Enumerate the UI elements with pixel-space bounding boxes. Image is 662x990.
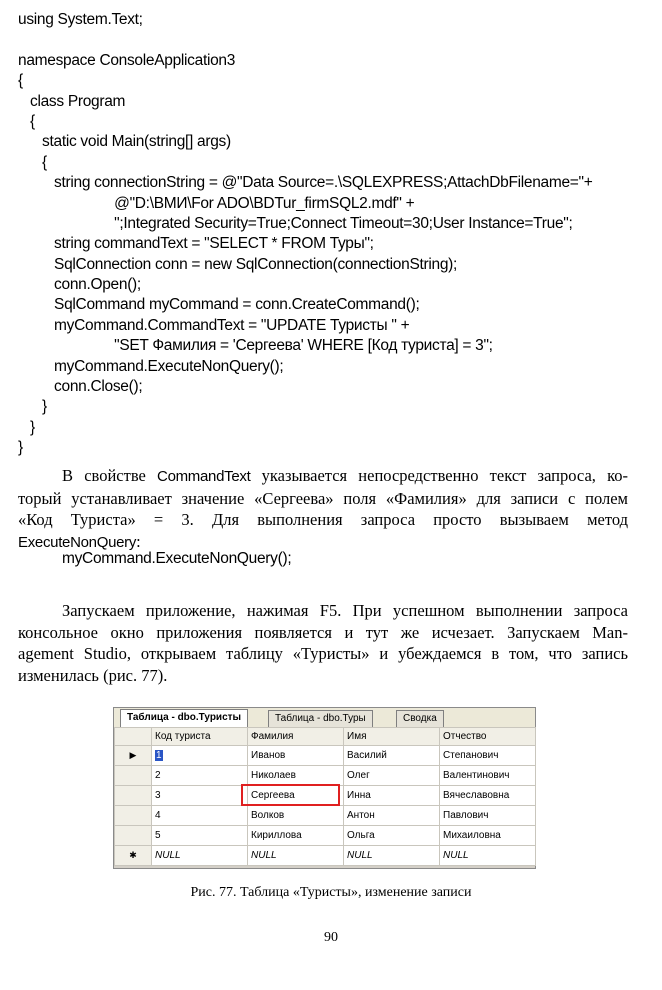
new-row-indicator[interactable]: ✱ xyxy=(115,846,152,866)
table-row[interactable] xyxy=(115,826,536,846)
code-line: { xyxy=(18,112,35,130)
code-listing xyxy=(18,10,648,459)
code-line: SqlCommand myCommand = conn.CreateCommand(); xyxy=(18,296,420,314)
highlight-frame xyxy=(241,784,340,806)
code-line: ";Integrated Security=True;Connect Timeout=30;User Instance=True"; xyxy=(18,214,573,232)
grid-cell[interactable] xyxy=(152,746,248,766)
row-selector-header xyxy=(115,728,152,746)
grid-cell[interactable]: 3 xyxy=(152,786,248,806)
paragraph-line: консольное окно приложения появляется и тут же исчезает. Запускаем Man- xyxy=(18,622,628,642)
code-line: { xyxy=(18,72,23,90)
grid-cell[interactable]: Инна xyxy=(344,786,440,806)
grid-cell[interactable]: Иванов xyxy=(248,746,344,766)
code-line: } xyxy=(18,439,23,457)
row-selector[interactable] xyxy=(115,826,152,846)
code-line: static void Main(string[] args) xyxy=(18,133,231,151)
row-selector[interactable] xyxy=(115,786,152,806)
code-line: string connectionString = @"Data Source=.\SQLEXPRESS;AttachDbFilename="+ xyxy=(18,174,593,192)
code-line: } xyxy=(18,398,47,416)
grid-cell[interactable]: Олег xyxy=(344,766,440,786)
code-line: @"D:\ВМИ\For ADO\BDTur_firmSQL2.mdf" + xyxy=(18,194,415,212)
current-row-indicator[interactable]: ▶ xyxy=(115,746,152,766)
grid-cell[interactable]: 2 xyxy=(152,766,248,786)
tab-tury[interactable]: Таблица - dbo.Туры xyxy=(268,710,373,727)
column-header[interactable]: Фамилия xyxy=(248,728,344,746)
grid-cell[interactable]: Вячеславовна xyxy=(440,786,536,806)
code-line xyxy=(18,30,648,50)
grid-cell[interactable]: NULL xyxy=(440,846,536,866)
code-line: conn.Open(); xyxy=(18,276,141,294)
paragraph-line: торый устанавливает значение «Сергеева» поля «Фамилия» для записи с полем xyxy=(18,488,628,508)
grid-cell[interactable]: Кириллова xyxy=(248,826,344,846)
row-selector[interactable] xyxy=(115,766,152,786)
grid-cell[interactable]: 4 xyxy=(152,806,248,826)
grid-cell[interactable]: NULL xyxy=(248,846,344,866)
inline-code: CommandText xyxy=(157,468,251,485)
code-call-line: myCommand.ExecuteNonQuery(); xyxy=(62,550,292,567)
code-line: "SET Фамилия = 'Сергеева' WHERE [Код туриста] = 3"; xyxy=(18,337,493,355)
text-fragment: указывается непосредственно текст запроса, ко- xyxy=(250,466,629,485)
inline-code: ExecuteNonQuery xyxy=(18,533,137,551)
code-line: using System.Text; xyxy=(18,11,143,28)
grid-cell[interactable]: Антон xyxy=(344,806,440,826)
paragraph-commandtext xyxy=(18,465,628,553)
grid-cell[interactable]: Сергеева xyxy=(248,786,344,806)
selected-cell-value: 1 xyxy=(156,750,162,761)
text-fragment: В свойстве xyxy=(62,466,158,485)
code-line: namespace ConsoleApplication3 xyxy=(18,51,236,69)
row-selector[interactable] xyxy=(115,806,152,826)
table-row[interactable] xyxy=(115,746,536,766)
grid-header-row xyxy=(115,728,536,746)
column-header[interactable]: Отчество xyxy=(440,728,536,746)
tab-turisty[interactable]: Таблица - dbo.Туристы xyxy=(120,709,248,728)
paragraph-line: agement Studio, открываем таблицу «Туристы» и убеждаемся в том, что запись xyxy=(18,644,628,663)
code-line: myCommand.ExecuteNonQuery(); xyxy=(18,357,284,375)
code-line: class Program xyxy=(18,92,126,110)
paragraph-line: Запускаем приложение, нажимая F5. При успешном выполнении запроса xyxy=(62,601,628,620)
text-fragment: : xyxy=(136,531,141,551)
grid-cell[interactable]: NULL xyxy=(344,846,440,866)
table-row[interactable] xyxy=(115,766,536,786)
code-line: myCommand.CommandText = "UPDATE Туристы " + xyxy=(18,316,410,334)
code-line: conn.Close(); xyxy=(18,378,143,396)
paragraph-line xyxy=(18,465,628,488)
table-row[interactable] xyxy=(115,806,536,826)
grid-cell[interactable]: Ольга xyxy=(344,826,440,846)
tab-svodka[interactable]: Сводка xyxy=(396,710,444,727)
column-header[interactable]: Имя xyxy=(344,728,440,746)
grid-cell[interactable]: Михаиловна xyxy=(440,826,536,846)
code-line: { xyxy=(18,153,47,171)
paragraph-line: изменилась (рис. 77). xyxy=(18,665,168,685)
column-header[interactable]: Код туриста xyxy=(152,728,248,746)
grid-cell[interactable]: Степанович xyxy=(440,746,536,766)
grid-cell[interactable]: Валентинович xyxy=(440,766,536,786)
table-row[interactable] xyxy=(115,846,536,866)
figure-caption: Рис. 77. Таблица «Туристы», изменение записи xyxy=(190,885,472,900)
page-number: 90 xyxy=(324,930,338,945)
grid-cell[interactable]: Волков xyxy=(248,806,344,826)
code-line: } xyxy=(18,418,35,436)
grid-cell[interactable]: Василий xyxy=(344,746,440,766)
paragraph-line: «Код Туриста» = 3. Для выполнения запроса просто вызываем метод xyxy=(18,510,628,529)
code-line: SqlConnection conn = new SqlConnection(connectionString); xyxy=(18,255,458,273)
grid-cell[interactable]: Николаев xyxy=(248,766,344,786)
grid-cell[interactable]: Павлович xyxy=(440,806,536,826)
grid-cell[interactable]: 5 xyxy=(152,826,248,846)
code-line: string commandText = "SELECT * FROM Туры"; xyxy=(18,235,374,253)
document-tabs xyxy=(114,708,535,727)
paragraph-run-app xyxy=(18,600,628,686)
grid-cell[interactable]: NULL xyxy=(152,846,248,866)
